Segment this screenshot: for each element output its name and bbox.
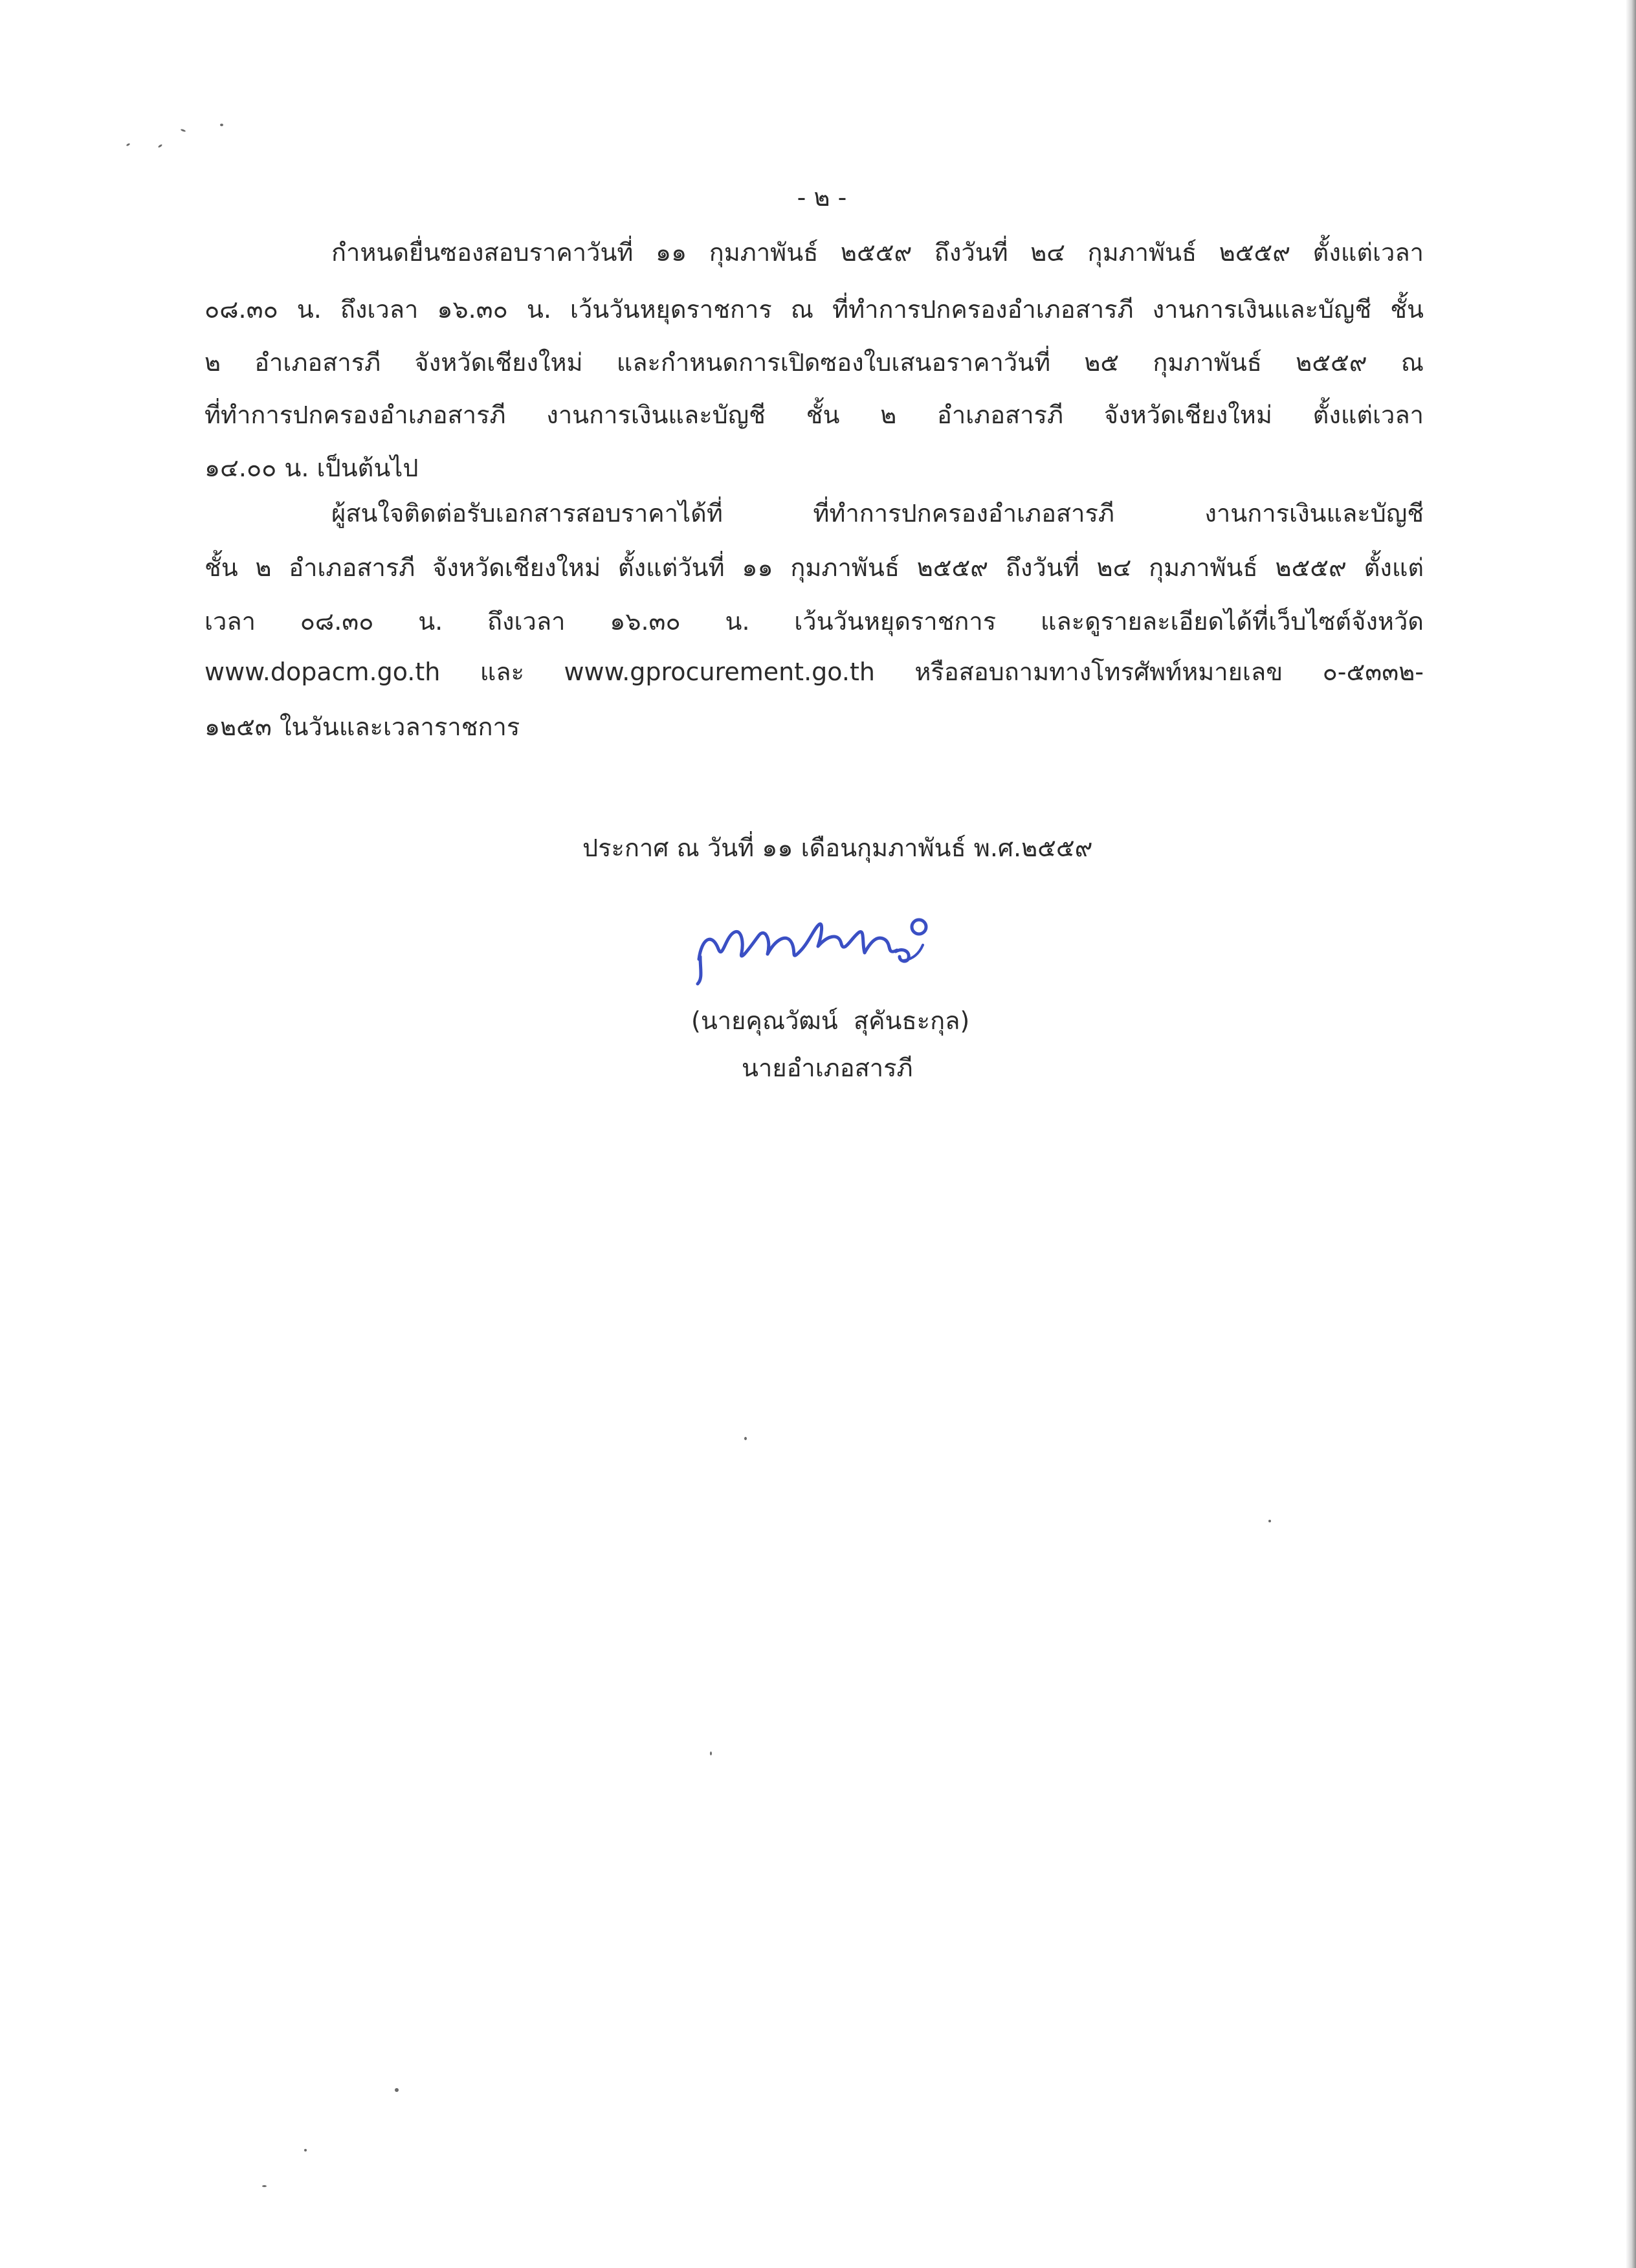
scan-speck [220, 124, 223, 126]
paragraph-line: ที่ทำการปกครองอำเภอสารภี งานการเงินและบัญชี ชั้น ๒ อำเภอสารภี จังหวัดเชียงใหม่ ตั้งแต่เวลา [204, 401, 1424, 429]
announcement-date: ประกาศ ณ วันที่ ๑๑ เดือนกุมภาพันธ์ พ.ศ.๒๕๕๙ [582, 834, 1093, 862]
paragraph-line: ๑๔.๐๐ น. เป็นต้นไป [204, 454, 419, 482]
paragraph-line: เวลา ๐๘.๓๐ น. ถึงเวลา ๑๖.๓๐ น. เว้นวันหยุดราชการ และดูรายละเอียดได้ที่เว็บไซต์จังหวัด [204, 607, 1424, 636]
handwritten-signature [686, 887, 971, 990]
paragraph-line: กำหนดยื่นซองสอบราคาวันที่ ๑๑ กุมภาพันธ์ ๒๕๕๙ ถึงวันที่ ๒๔ กุมภาพันธ์ ๒๕๕๙ ตั้งแต่เวลา [331, 238, 1424, 267]
scan-speck [304, 2149, 307, 2151]
scan-speck [1268, 1520, 1271, 1522]
scan-speck [262, 2185, 267, 2187]
signer-name: (นายคุณวัฒน์ สุคันธะกุล) [691, 1006, 970, 1035]
paragraph-line: www.dopacm.go.th และ www.gprocurement.go.th หรือสอบถามทางโทรศัพท์หมายเลข ๐-๕๓๓๒- [204, 658, 1424, 686]
scan-edge-shadow [1626, 0, 1636, 2268]
paragraph-line: ชั้น ๒ อำเภอสารภี จังหวัดเชียงใหม่ ตั้งแต่วันที่ ๑๑ กุมภาพันธ์ ๒๕๕๙ ถึงวันที่ ๒๔ กุมภาพันธ์ ๒๕๕๙ ตั้งแต่ [204, 553, 1424, 582]
scan-speck [710, 1751, 712, 1755]
signer-title: นายอำเภอสารภี [742, 1054, 913, 1082]
paragraph-line: ผู้สนใจติดต่อรับเอกสารสอบราคาได้ที่ ที่ทำการปกครองอำเภอสารภี งานการเงินและบัญชี [331, 499, 1424, 528]
paragraph-line: ๑๒๕๓ ในวันและเวลาราชการ [204, 713, 520, 741]
scan-speck [126, 143, 131, 147]
paragraph-line: ๒ อำเภอสารภี จังหวัดเชียงใหม่ และกำหนดการเปิดซองใบเสนอราคาวันที่ ๒๕ กุมภาพันธ์ ๒๕๕๙ ณ [204, 348, 1424, 377]
paragraph-line: ๐๘.๓๐ น. ถึงเวลา ๑๖.๓๐ น. เว้นวันหยุดราชการ ณ ที่ทำการปกครองอำเภอสารภี งานการเงินและบัญชี ชั้น [204, 295, 1424, 324]
scan-speck [395, 2088, 399, 2092]
scan-speck [158, 144, 162, 148]
scan-speck [181, 129, 186, 133]
page-number: - ๒ - [797, 183, 847, 212]
scan-speck [744, 1437, 747, 1440]
